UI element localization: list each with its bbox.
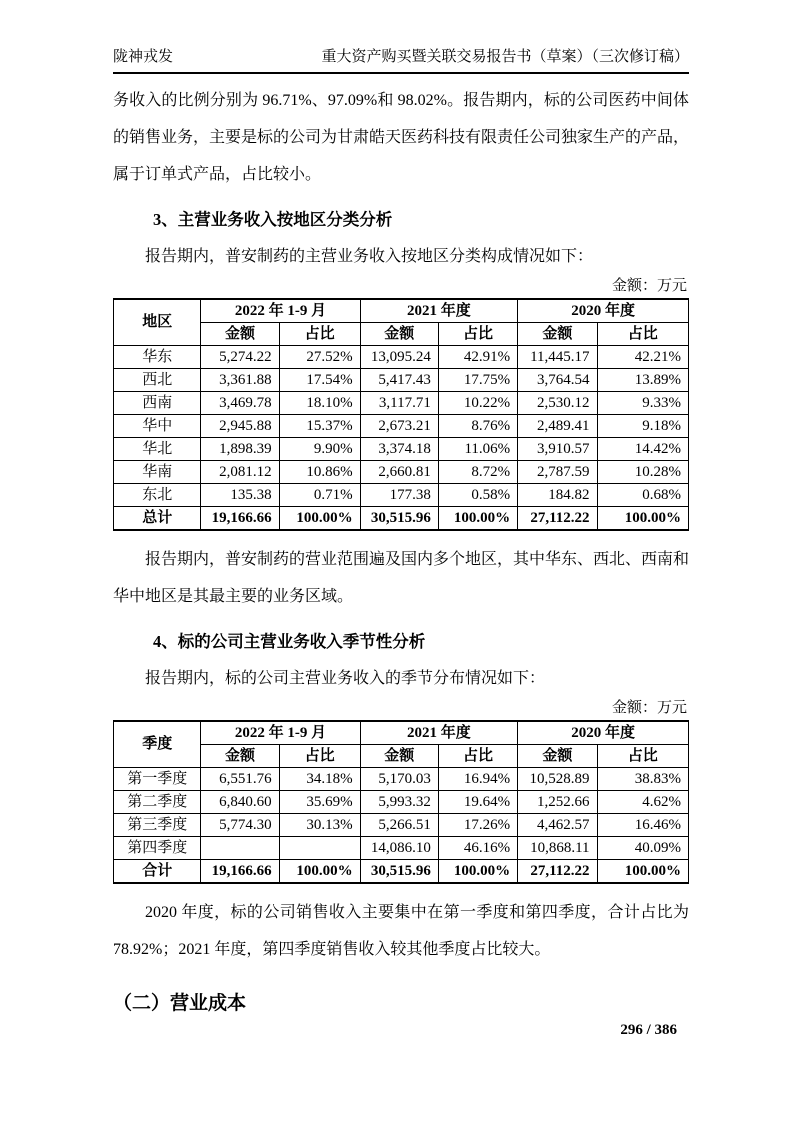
table-row [114,345,689,368]
table-cell: 177.38 [360,483,438,506]
table-cell: 46.16% [438,836,517,859]
table-cell: 42.91% [438,345,517,368]
region-table-header [114,299,689,346]
table-cell: 5,417.43 [360,368,438,391]
row-label: 第三季度 [114,813,201,836]
share-column-header: 占比 [597,744,688,767]
table-cell: 11,445.17 [518,345,597,368]
table-cell: 5,170.03 [360,767,438,790]
table-cell: 16.46% [597,813,688,836]
table-cell: 9.33% [597,391,688,414]
table-cell: 10.22% [438,391,517,414]
table-cell: 2,945.88 [201,414,279,437]
table-row [114,767,689,790]
row-label: 华南 [114,460,201,483]
table-cell: 19,166.66 [201,859,279,883]
heading-section-4: 4、标的公司主营业务收入季节性分析 [153,631,426,651]
row-label: 总计 [114,506,201,530]
paragraph-season-intro: 报告期内，标的公司主营业务收入的季节分布情况如下： [145,669,546,687]
table-cell: 30.13% [279,813,360,836]
table-cell: 10,868.11 [518,836,597,859]
paragraph-region-intro: 报告期内，普安制药的主营业务收入按地区分类构成情况如下： [145,247,594,265]
table-row [114,391,689,414]
table-cell: 0.68% [597,483,688,506]
amount-column-header: 金额 [201,744,279,767]
region-table-group-2020: 2020 年度 [518,299,689,323]
table-row [114,368,689,391]
row-label: 第一季度 [114,767,201,790]
table-cell: 38.83% [597,767,688,790]
table-cell: 30,515.96 [360,506,438,530]
row-label: 合计 [114,859,201,883]
table-cell: 17.26% [438,813,517,836]
table-cell: 6,551.76 [201,767,279,790]
heading-section-3: 3、主营业务收入按地区分类分析 [153,209,393,229]
table-cell: 27,112.22 [518,506,597,530]
unit-label-region-table: 金额：万元 [611,277,687,294]
table-row [114,414,689,437]
row-label: 东北 [114,483,201,506]
table-cell: 34.18% [279,767,360,790]
paragraph-region-summary: 报告期内，普安制药的营业范围遍及国内多个地区，其中华东、西北、西南和华中地区是其最主要的业务区域。 [113,550,690,605]
table-cell: 4,462.57 [518,813,597,836]
table-cell: 2,660.81 [360,460,438,483]
table-cell: 6,840.60 [201,790,279,813]
table-cell: 3,469.78 [201,391,279,414]
region-table-group-2022: 2022 年 1-9 月 [201,299,360,323]
table-cell: 4.62% [597,790,688,813]
table-row [114,836,689,859]
table-cell: 100.00% [438,859,517,883]
table-cell: 100.00% [438,506,517,530]
share-column-header: 占比 [597,322,688,345]
table-cell: 40.09% [597,836,688,859]
table-cell: 9.90% [279,437,360,460]
table-row [114,813,689,836]
table-cell: 3,764.54 [518,368,597,391]
unit-label-season-table: 金额：万元 [611,699,687,716]
header-report-title: 重大资产购买暨关联交易报告书（草案）（三次修订稿） [321,49,689,65]
row-label: 西南 [114,391,201,414]
row-label: 第二季度 [114,790,201,813]
table-cell: 5,993.32 [360,790,438,813]
table-cell: 3,910.57 [518,437,597,460]
table-cell: 1,898.39 [201,437,279,460]
table-row [114,437,689,460]
region-table-corner-label: 地区 [114,299,201,346]
region-revenue-table [113,298,689,531]
season-table-group-2020: 2020 年度 [518,721,689,745]
table-row [114,460,689,483]
table-cell: 19,166.66 [201,506,279,530]
table-cell: 27,112.22 [518,859,597,883]
table-cell: 16.94% [438,767,517,790]
table-cell: 3,374.18 [360,437,438,460]
amount-column-header: 金额 [360,744,438,767]
table-cell: 3,117.71 [360,391,438,414]
table-cell: 1,252.66 [518,790,597,813]
share-column-header: 占比 [279,744,360,767]
table-cell: 2,530.12 [518,391,597,414]
table-cell: 100.00% [597,506,688,530]
page-number: 296 / 386 [620,1022,677,1038]
table-cell: 8.72% [438,460,517,483]
table-row [114,790,689,813]
row-label: 华中 [114,414,201,437]
table-cell: 2,081.12 [201,460,279,483]
amount-column-header: 金额 [518,322,597,345]
table-cell: 35.69% [279,790,360,813]
table-cell: 100.00% [279,506,360,530]
table-cell: 5,274.22 [201,345,279,368]
table-cell: 184.82 [518,483,597,506]
table-cell: 30,515.96 [360,859,438,883]
table-cell: 135.38 [201,483,279,506]
table-cell: 17.75% [438,368,517,391]
table-cell: 17.54% [279,368,360,391]
heading-operating-cost: （二）营业成本 [113,992,247,1014]
table-cell: 15.37% [279,414,360,437]
header-company-name: 陇神戎发 [113,49,174,65]
region-table-group-2021: 2021 年度 [360,299,518,323]
table-cell [279,836,360,859]
season-table-header [114,721,689,768]
table-cell: 11.06% [438,437,517,460]
table-cell: 3,361.88 [201,368,279,391]
season-table-corner-label: 季度 [114,721,201,768]
table-row [114,859,689,883]
table-cell: 0.71% [279,483,360,506]
row-label: 第四季度 [114,836,201,859]
table-cell: 100.00% [279,859,360,883]
table-cell: 14,086.10 [360,836,438,859]
table-cell: 2,489.41 [518,414,597,437]
share-column-header: 占比 [438,322,517,345]
row-label: 西北 [114,368,201,391]
table-cell: 9.18% [597,414,688,437]
paragraph-season-summary: 2020 年度，标的公司销售收入主要集中在第一季度和第四季度，合计占比为 78.92%；2021 年度，第四季度销售收入较其他季度占比较大。 [113,903,689,958]
row-label: 华北 [114,437,201,460]
table-cell: 5,266.51 [360,813,438,836]
table-cell: 18.10% [279,391,360,414]
amount-column-header: 金额 [518,744,597,767]
amount-column-header: 金额 [360,322,438,345]
table-cell: 27.52% [279,345,360,368]
season-table-group-2021: 2021 年度 [360,721,518,745]
table-cell: 14.42% [597,437,688,460]
table-cell: 8.76% [438,414,517,437]
table-cell: 10.86% [279,460,360,483]
paragraph-business-income: 务收入的比例分别为 96.71%、97.09%和 98.02%。报告期内，标的公司医药中间体的销售业务，主要是标的公司为甘肃皓天医药科技有限责任公司独家生产的产品，属于订单式产品，占比较小。 [113,91,690,183]
table-cell: 10,528.89 [518,767,597,790]
table-row [114,483,689,506]
share-column-header: 占比 [279,322,360,345]
row-label: 华东 [114,345,201,368]
table-row [114,506,689,530]
table-cell [201,836,279,859]
table-cell: 13.89% [597,368,688,391]
amount-column-header: 金额 [201,322,279,345]
table-cell: 19.64% [438,790,517,813]
page-header [113,0,689,74]
table-cell: 2,787.59 [518,460,597,483]
table-cell: 5,774.30 [201,813,279,836]
table-cell: 0.58% [438,483,517,506]
season-revenue-table [113,720,689,884]
table-cell: 10.28% [597,460,688,483]
table-header-row [114,299,689,323]
table-header-row [114,721,689,745]
page-content [113,82,689,1018]
season-table-group-2022: 2022 年 1-9 月 [201,721,360,745]
share-column-header: 占比 [438,744,517,767]
table-cell: 42.21% [597,345,688,368]
table-cell: 100.00% [597,859,688,883]
table-cell: 13,095.24 [360,345,438,368]
table-cell: 2,673.21 [360,414,438,437]
